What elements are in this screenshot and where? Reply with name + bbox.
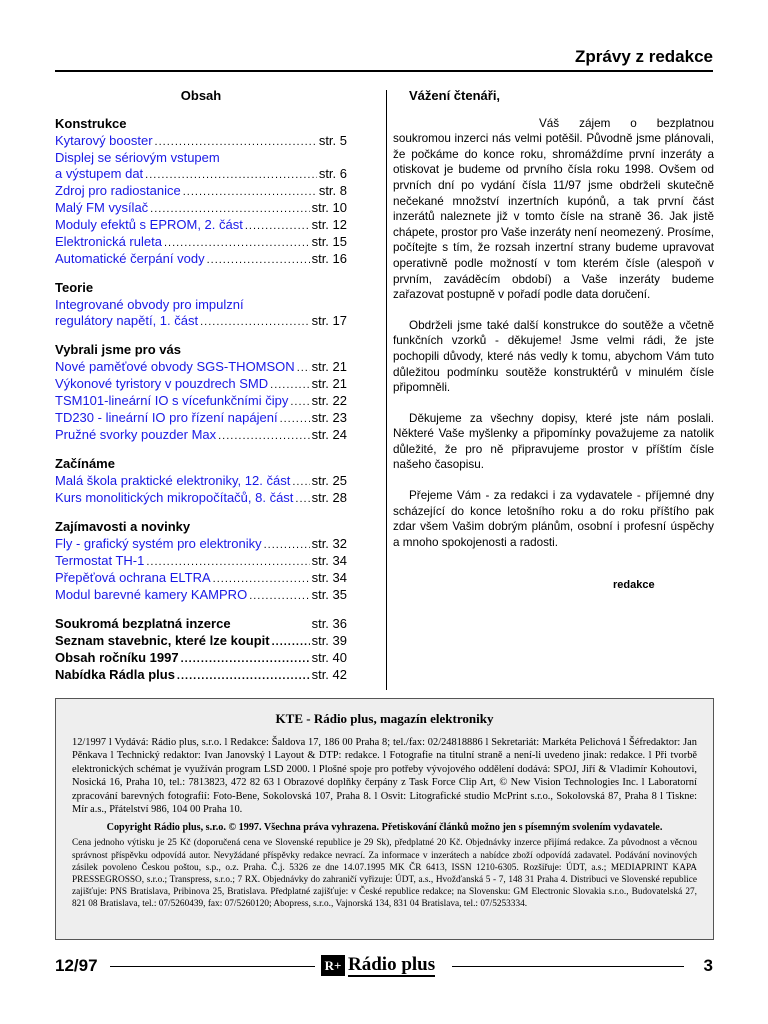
toc-entry-label[interactable]: Elektronická ruleta — [55, 234, 162, 249]
toc-entry-page: str. 5 — [318, 133, 347, 148]
toc-entry-label[interactable]: Termostat TH-1 — [55, 553, 145, 568]
toc-entry[interactable] — [55, 359, 347, 376]
toc-entry-page: str. 28 — [311, 490, 347, 505]
toc-entry — [55, 650, 347, 667]
toc-entry-label[interactable]: Kytarový booster — [55, 133, 153, 148]
leader-dots — [183, 184, 317, 200]
toc-entry[interactable] — [55, 570, 347, 587]
section-title: Konstrukce — [55, 116, 127, 131]
leader-dots — [150, 201, 309, 217]
toc-entry-page: str. 22 — [311, 393, 347, 408]
toc-entry[interactable] — [55, 376, 347, 393]
toc-entry-label[interactable]: Automatické čerpání vody — [55, 251, 205, 266]
leader-dots — [270, 377, 309, 393]
toc-entry-label[interactable]: Malá škola praktické elektroniky, 12. část — [55, 473, 291, 488]
leader-dots — [164, 235, 310, 251]
toc-entry[interactable] — [55, 393, 347, 410]
toc-entry-label: Nabídka Rádla plus — [55, 667, 175, 682]
brand-logo — [321, 954, 449, 977]
leader-dots — [272, 634, 310, 650]
leader-dots — [295, 491, 309, 507]
impressum-title: KTE - Rádio plus, magazín elektroniky — [275, 711, 494, 726]
toc-entry-page: str. 23 — [311, 410, 347, 425]
toc-entry-label[interactable]: Fly - grafický systém pro elektroniky — [55, 536, 262, 551]
brand-mark-icon: R+ — [321, 955, 345, 976]
toc-entry-page: str. 8 — [318, 183, 347, 198]
toc-entry-label[interactable]: Výkonové tyristory v pouzdrech SMD — [55, 376, 269, 391]
toc-entry-page: str. 34 — [311, 570, 347, 585]
toc-heading: Obsah — [180, 88, 222, 103]
toc-entry-label[interactable]: a výstupem dat — [55, 166, 144, 181]
toc-entry-page: str. 39 — [311, 633, 347, 648]
letter-signature: redakce — [613, 579, 655, 592]
letter-paragraph: Obdrželi jsme také další konstrukce do soutěže a včetně funkčních vzorků - děkujeme! Jsme velmi rádi, že jste pochopili důvody, které nás vedly k tomu, abychom Vám tuto důležitou podmínku soutěže konstruktérů v minulém čísle připomněli. — [393, 318, 714, 395]
toc-entry-line1[interactable] — [55, 297, 347, 313]
leader-dots — [249, 588, 309, 604]
page-number: 3 — [703, 956, 713, 975]
toc-entry[interactable] — [55, 427, 347, 444]
toc-entry-page: str. 10 — [311, 200, 347, 215]
toc-entry[interactable] — [55, 410, 347, 427]
toc-entry-label: Seznam stavebnic, které lze koupit — [55, 633, 270, 648]
toc-entry[interactable] — [55, 490, 347, 507]
toc-entry-page: str. 35 — [311, 587, 347, 602]
brand-name: Rádio plus — [348, 953, 436, 975]
toc-entry-page: str. 25 — [311, 473, 347, 488]
letter-greeting: Vážení čtenáři, — [409, 88, 501, 103]
toc-entry[interactable] — [55, 234, 347, 251]
toc-entry-page: str. 42 — [311, 667, 347, 682]
toc-entry-page: str. 15 — [311, 234, 347, 249]
leader-dots — [181, 651, 310, 667]
toc-entry[interactable] — [55, 133, 347, 150]
toc-entry — [55, 616, 347, 633]
toc-entry-page: str. 34 — [311, 553, 347, 568]
toc-entry-label[interactable]: Zdroj pro radiostanice — [55, 183, 181, 198]
toc-entry-label[interactable]: Pružné svorky pouzder Max — [55, 427, 217, 442]
leader-dots — [280, 411, 310, 427]
toc-entry-page: str. 21 — [311, 376, 347, 391]
toc-entry-page: str. 32 — [311, 536, 347, 551]
toc-entry-label[interactable]: Přepěťová ochrana ELTRA — [55, 570, 211, 585]
impressum-copyright: Copyright Rádio plus, s.r.o. © 1997. Všechna práva vyhrazena. Přetiskování článků možno jen s písemným svolením vydavatele. — [106, 822, 663, 834]
toc-entry-label[interactable]: Kurs monolitických mikropočítačů, 8. část — [55, 490, 294, 505]
toc-entry-page: str. 24 — [311, 427, 347, 442]
toc-section-extras — [55, 616, 347, 684]
toc-entry-page: str. 21 — [311, 359, 347, 374]
impressum-box — [55, 698, 714, 940]
letter-paragraph: Váš zájem o bezplatnou soukromou inzerci nás velmi potěšil. Původně jsme plánovali, že počkáme do konce roku, shromáždíme první inzeráty a otiskovat je budeme od prvního čísla roku 1998. Ovšem od prvních dní po vydání čísla 11/97 jsme obdrželi skutečně nečekané množství inzertních kupónů, a tak první část inzerátů naleznete již v tomto čísle na straně 36. Jak jistě chápete, prostor pro Vaše inzeráty není neomezený. Prosíme, počítejte s tím, že rozsah inzertní strany budeme upravovat operativně podle možností v tom kterém čísle (alespoň v prvním, zaváděcím období) a Vaše inzeráty budeme zařazovat postupně v pořadí podle data doručení. — [393, 116, 714, 302]
toc-entry-page: str. 40 — [311, 650, 347, 665]
toc-entry-label[interactable]: Moduly efektů s EPROM, 2. část — [55, 217, 243, 232]
footer-rule-right — [452, 966, 684, 967]
toc-section-zajimavosti — [55, 519, 347, 604]
toc-entry[interactable] — [55, 587, 347, 604]
toc-entry — [55, 633, 347, 650]
page-title: Zprávy z redakce — [575, 47, 713, 66]
toc-entry-label-line1[interactable]: Displej se sériovým vstupem — [55, 150, 220, 165]
toc-entry[interactable] — [55, 200, 347, 217]
toc-entry[interactable] — [55, 166, 347, 183]
toc-section-konstrukce — [55, 116, 347, 268]
leader-dots — [207, 252, 310, 268]
leader-dots — [177, 668, 310, 684]
letter-paragraph: Přejeme Vám - za redakci i za vydavatele - příjemné dny scházející do konce letošního roku a do roku příštího pak zdar všem Vašim dobrým plánům, osobní i profesní úspěchy a mnoho spokojenosti a radosti. — [393, 489, 714, 549]
leader-dots — [264, 537, 310, 553]
toc-entry[interactable] — [55, 473, 347, 490]
section-title: Vybrali jsme pro vás — [55, 342, 181, 357]
leader-dots — [245, 218, 310, 234]
toc-entry-label: Soukromá bezplatná inzerce — [55, 616, 231, 631]
toc-entry-label[interactable]: Malý FM vysílač — [55, 200, 149, 215]
toc-entry — [55, 667, 347, 684]
column-divider — [386, 90, 387, 690]
toc-entry-label[interactable]: Modul barevné kamery KAMPRO — [55, 587, 248, 602]
letter-paragraph: Děkujeme za všechny dopisy, které jste nám poslali. Některé Vaše myšlenky a připomínky považujeme za natolik důležité, že pro ně připravujeme prostor v příštím čísle našeho časopisu. — [393, 411, 714, 472]
toc-entry[interactable] — [55, 183, 347, 200]
toc-entry[interactable] — [55, 536, 347, 553]
toc-section-teorie — [55, 280, 347, 330]
toc-entry-label[interactable]: Nové paměťové obvody SGS-THOMSON — [55, 359, 295, 374]
toc-entry[interactable] — [55, 313, 347, 330]
toc-entry-line1[interactable] — [55, 150, 347, 166]
toc-entry[interactable] — [55, 553, 347, 570]
header-rule — [55, 70, 713, 72]
impressum-fineprint: Cena jednoho výtisku je 25 Kč (doporučená cena ve Slovenské republice je 29 Sk), předplatné 20 Kč. Objednávky inzerce přijímá redakce. Za původnost a věcnou správnost příspěvku odpovídá autor. Nevyžádané příspěvky redakce nevrací. Za informace v inzerátech a nabídce zboží odpovídá zadavatel. Podávání novinových zásilek povoleno Českou poštou, s.p., o.z. Praha. Č.j. 5326 ze dne 14.07.1995 MK ČR 6413, ISSN 1210-6305. Rozšiřuje: ÚDT, a.s.; MEDIAPRINT KAPA PRESSEGROSSO, s.r.o.; Transpress, s.r.o.; 7 RX. Objednávky do zahraničí vyřizuje: ÚDT, a.s., Hvožďanská 5 - 7, 148 31 Praha 4. Distribuci ve Slovenské republice zajišťuje: PNS Bratislava, Pribinova 25, Bratislava. Předplatné zajišťuje: v České republice redakce; na Slovensku: GM Electronic Slovakia s.r.o., Budovatelská 27, 821 08 Bratislava, tel.: 07/5260439, fax: 07/5260120; Abopress, s.r.o., Vajnorská 134, 831 04 Bratislava, tel.: 07/5253334. — [72, 838, 697, 910]
leader-dots — [297, 360, 310, 376]
leader-dots — [155, 134, 317, 150]
leader-dots — [145, 167, 317, 183]
section-title: Teorie — [55, 280, 94, 295]
leader-dots — [292, 474, 309, 490]
toc-entry-page: str. 16 — [311, 251, 347, 266]
table-of-contents — [55, 88, 347, 696]
issue-number: 12/97 — [55, 956, 98, 975]
toc-entry-page: str. 36 — [311, 616, 347, 631]
editorial-letter — [393, 88, 714, 594]
toc-entry[interactable] — [55, 251, 347, 268]
toc-entry-page: str. 12 — [311, 217, 347, 232]
toc-entry-page: str. 17 — [311, 313, 347, 328]
toc-section-vybrali — [55, 342, 347, 444]
toc-entry-label-line1[interactable]: Integrované obvody pro impulzní — [55, 297, 244, 312]
toc-entry-label[interactable]: TSM101-lineární IO s vícefunkčními čipy — [55, 393, 289, 408]
leader-dots — [213, 571, 310, 587]
leader-dots — [218, 428, 309, 444]
footer-rule-left — [110, 966, 315, 967]
toc-entry-label[interactable]: TD230 - lineární IO pro řízení napájení — [55, 410, 278, 425]
toc-entry-label[interactable]: regulátory napětí, 1. část — [55, 313, 199, 328]
leader-dots — [146, 554, 309, 570]
leader-dots — [200, 314, 309, 330]
toc-section-zaciname — [55, 456, 347, 507]
toc-entry[interactable] — [55, 217, 347, 234]
toc-entry-page: str. 6 — [318, 166, 347, 181]
toc-entry-label: Obsah ročníku 1997 — [55, 650, 179, 665]
section-title: Zajímavosti a novinky — [55, 519, 191, 534]
impressum-body: 12/1997 l Vydává: Rádio plus, s.r.o. l Redakce: Šaldova 17, 186 00 Praha 8; tel./fax: 02/24818886 l Sekretariát: Markéta Pelichová l Šéfredaktor: Jan Pěnkava l Technický redaktor: Ivan Janovský l Layout & DTP: redakce. l Fotografie na titulní straně a není-li uvedeno jinak: redakce. l Při tvorbě elektronických schémat je využíván program LSD 2000. l Plošné spoje pro potřeby vývojového oddělení dodává: SPOJ, Jiří & Vladimír Kohoutovi, Nosická 16, Praha 10, tel.: 7813823, 472 82 63 l Obrazové doplňky čerpány z Task Force Clip Art, © New Vision Technologies Inc. l Laboratorní zpracování barevných fotografií: Foto-Bene, Sokolovská 107, Praha 8. l Osvit: Litografické studio McPrint s.r.o., Sokolovská 87, Praha 8 l Tiskne: Mír a.s., Přátelství 986, 104 00 Praha 10. — [72, 737, 697, 816]
leader-dots — [290, 394, 309, 410]
section-title: Začínáme — [55, 456, 115, 471]
